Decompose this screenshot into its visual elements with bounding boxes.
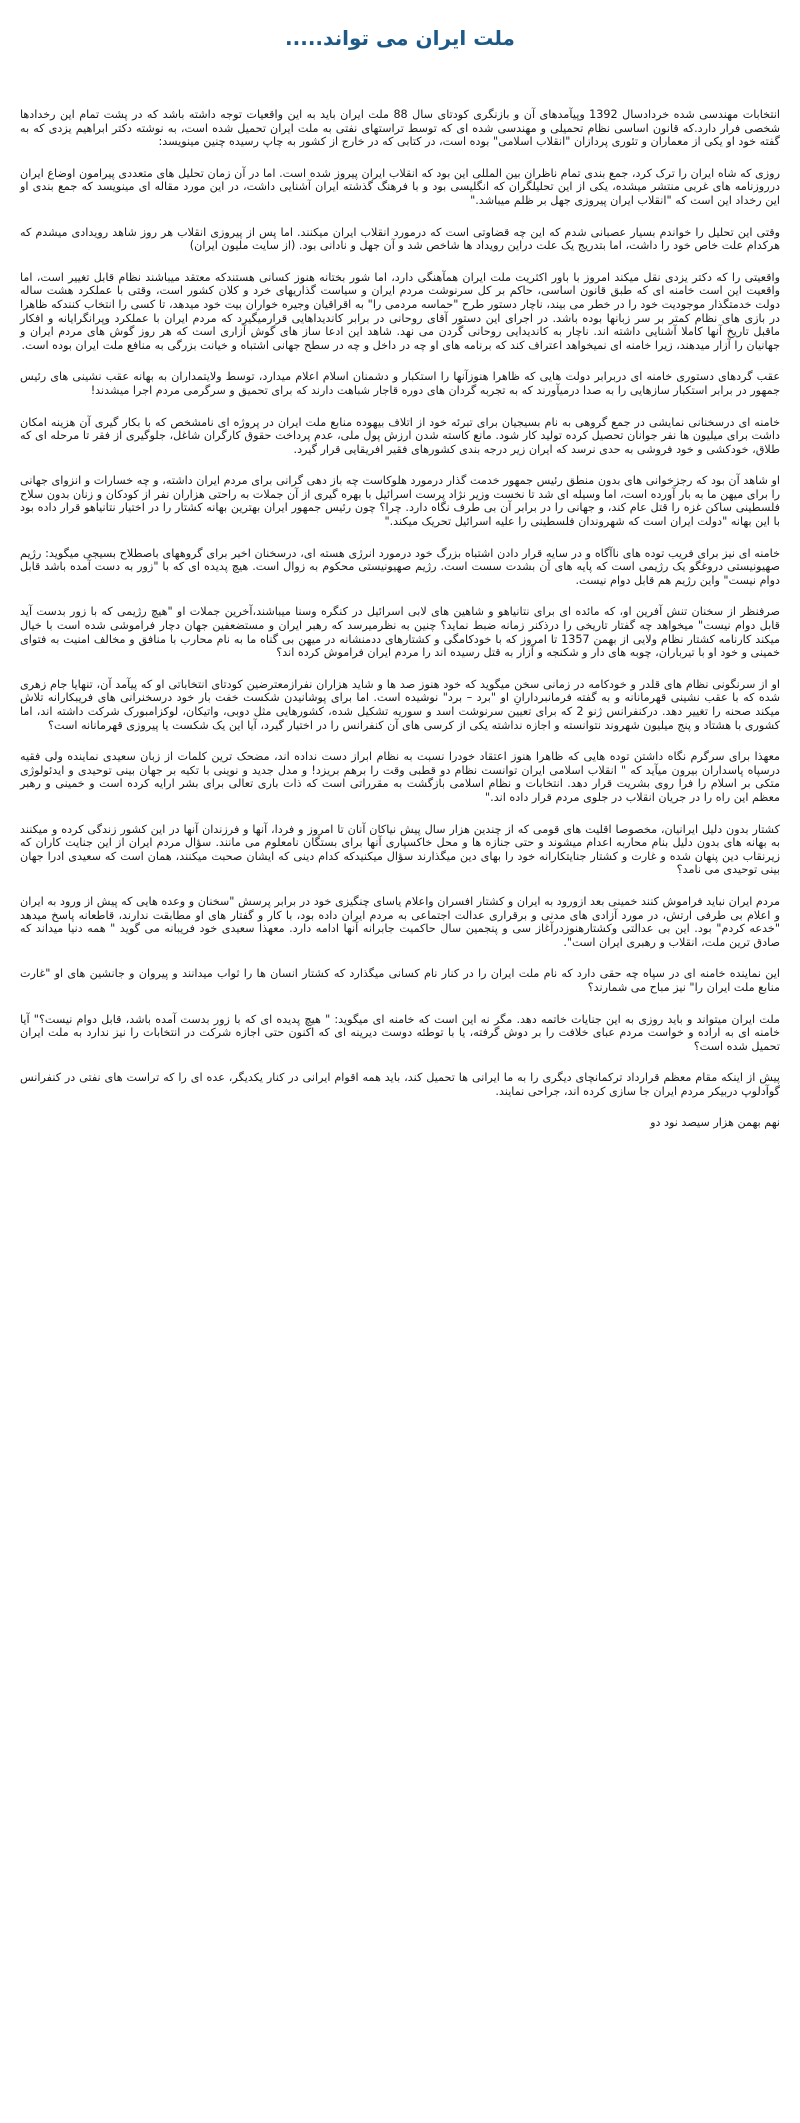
paragraph: او از سرنگونی نظام های قلدر و خودکامه در زمانی سخن میگوید که خود هنوز صد ها و شاید هزاران نفرازمعترضین کودتای انتخاباتی او که پیآمد آن، تنهایا جام زهری شده که با عقب نشینی قهرمانانه و به گفته فرمانبردارانِ او "برد – برد" نوشیده است. اما برای پوشانیدن شکست خفت بار خود درسخنرانی های فریبکارانه تلاش میکند صحنه را تغییر دهد. درکنفرانس ژنو 2 که برای تعیین سرنوشت اسد و سوریه تشکیل شده، کشورهایی مثل دوبی، واتیکان، لوکزامبورک شرکت داشته اند، اما کشوری با هشتاد و پنج میلیون شهروند نتوانسته و اجازه نداشته یکی از کرسی های آن کنفرانس را در اختیار گیرد، آیا این یک شکست یا پیروزی قهرمانانه است؟ [20, 677, 780, 732]
paragraph: او شاهد آن بود که رجزخوانی های بدون منطق رئیس جمهور خدمت گذار درمورد هلوکاست چه باز دهی گرانی برای مردم ایران داشته، و چه خسارات و انزوای جهانی را برای میهن ما به بار آورده است، اما وسیله ای شد تا نخست وزیر نژاد پرست اسرائیل با بهره گیری از آن جملات به راحتی هزاران نفر از کودکان و زنان بدون سلاح فلسطینی ساکن غزه را قتل عام کند، و جهانی را در برابر آن بی طرف نگاه دارد. چرا؟ چون رئیس جمهور ایران بهترین بهانه کشتار را در اختیار نتانیاهو قرار داده بود با این بهانه "دولت ایران است که شهروندان فلسطینی را علیه اسرائیل تحریک میکند." [20, 474, 780, 529]
paragraph: معهذا برای سرگرم نگاه داشتن توده هایی که ظاهرا هنوز اعتقاد خودرا نسبت به نظام ابراز دست نداده اند، مضحک ترین کلمات از زبان سعیدی نماینده ولی فقیه درسپاه پاسداران بیرون میآید که " انقلاب اسلامی ایران توانست نظام دو قطبی وقت را برهم بریزد! و مدل جدید و نوینی با تکیه بر جهان بینی توحیدی و ایدئولوژی متکی بر اسلام را فرا روی بشریت قرار دهد. انتخابات و نظام اسلامی بازگشت به مقرراتی است که ذات باری تعالی برای بشر ارایه کرده است و خمینی و رهبر معظم این راه را در جریان انقلاب در جلوی مردم قرار داده اند." [20, 750, 780, 804]
paragraph: پیش از اینکه مقام معظم قرارداد ترکمانچای دیگری را به ما ایرانی ها تحمیل کند، باید همه اقوام ایرانی در کنار یکدیگر، عده ای را که تراست های نفتی در کنفرانس گوآدلوپ دربیکر مردم ایران جا سازی کرده اند، جراحی نمایند. [20, 1071, 780, 1098]
paragraph: روزی که شاه ایران را ترک کرد، جمع بندی تمام ناظران بین المللی این بود که انقلاب ایران پیروز شده است. اما در آن زمان تحلیل های متعددی پیرامون اوضاع ایران درروزنامه های غربی منتشر میشده، یکی از این تحلیلگران که انگلیسی بود و با فرهنگ گذشته ایران آشنایی داشت، در این مورد مقاله ای مینویسد که جمع بندی او این رخداد این است که "انقلاب ایران پیروزی جهل بر ظلم میباشد." [20, 166, 780, 207]
article-page [0, 24, 800, 1130]
article-body [20, 108, 780, 1098]
paragraph: انتخابات مهندسی شده خردادسال 1392 وپیآمدهای آن و بازنگری کودتای سال 88 ملت ایران باید به این واقعیات توجه داشته باشد که در پشت تمام این رخدادها شخصی فرار دارد.که قانون اساسی نظام تحمیلی و مهندسی شده ای که توسط تراستهای نفتی به ملت ایران تحمیل شده است، به نوشته دکتر ابراهیم یزدی که به گفته خود او یکی از معماران و تئوری پردازان "انقلاب اسلامی" بوده است، در کتابی که در خارج از کشور به چاپ رسیده چنین مینویسد: [20, 108, 780, 149]
paragraph: کشتار بدون دلیل ایرانیان، مخصوصا اقلیت های قومی که از چندین هزار سال پیش نیاکان آنان تا امروز و فردا، آنها و فرزندان آنها در این کشور زندگی کرده و میکنند به بهانه های بدون دلیل بنام محاربه اعدام میشوند و حتی جنازه ها و محل خاکسپاری آنها برای بستگان نامعلوم می مانند. سؤال مردم ایران از این جنایت کاران که زیرنقاب دین پنهان شده و غارت و کشتار جنایتکارانه خود را بهای دین میگذارند سؤال میکنیدکه کدام دینی که ایشان صحبت میکنند، همان است که سعیدی ادرا جهان بینی توحیدی می نامد؟ [20, 822, 780, 877]
paragraph: خامنه ای درسخنانی نمایشی در جمع گروهی به نام بسیجیان برای تبرئه خود از اتلاف بیهوده منابع ملت ایران در پروژه ای نامشخص که با بکار گیری آن هزینه امکان داشت برای میلیون ها نفر جوانان تحصیل کرده تولید کار شود. مانع کاسته شدن ارزش پول ملی، عدم پرداخت حقوق کارگران شاغل، جلوگیری از فقر تا مرحله ای که طلاق، خودکشی و خود فروشی به حدی نرسد که ایران زیر درجه بندی کشورهای فقیر افریقایی قرار گیرد. [20, 415, 780, 456]
paragraph: عقب گردهای دستوری خامنه ای دربرابر دولت هایی که ظاهرا هنوزآنها را استکبار و دشمنان اسلام اعلام میدارد، توسط ولایتمداران به بهانه عقب نشینی های رئیس جمهور در برابر استکبار سازهایی را به صدا درمیآورند که به تجربه گردان های دوره قاجار شباهت دارند که برای تحمیق و سرگرمی مردم اجرا میشدند! [20, 370, 780, 397]
paragraph: ملت ایران میتواند و باید روزی به این جنایات خاتمه دهد. مگر نه این است که خامنه ای میگوید: " هیچ پدیده ای که با زور بدست آمده باشد، قابل دوام نیست؟" آیا خامنه ای به اراده و خواست مردم عبای خلافت را بر دوش گرفته، یا با توطئه دوست دیرینه ای که اکنون حتی اجازه شرکت در انتخابات را نیز ندارد به ملت ایران تحمیل شده است؟ [20, 1012, 780, 1053]
paragraph: این نماینده خامنه ای در سپاه چه حقی دارد که نام ملت ایران را در کنار نام کسانی میگذارد که کشتار انسان ها را ثواب میدانند و پیروان و جانشین های او "غارت منابع ملت ایران را" نیز مباح می شمارند؟ [20, 967, 780, 994]
paragraph: مردم ایران نباید فراموش کنند خمینی بعد ازورود به ایران و کشتار افسران واعلام یاسای چنگیزی خود در برابر پرسش "سخنان و وعده هایی که پیش از ورود به ایران و اعلام بی طرفی ارتش، در مورد آزادی های مدنی و برقراری عدالت اجتماعی به مردم ایران داده بود، با کار و گفتار های او مطابقت ندارند، قاطعانه پاسخ میدهد "خدعه کردم" بود. این بی عدالتی وکشتارهنوزدرآغاز سی و پنجمین سال حاکمیت جابرانه آنها ادامه دارد. معهذا سعیدی خود فریبانه می گوید " همه دنیا میداند که صادق ترین ملت، انقلاب و رهبری ایران است". [20, 894, 780, 949]
paragraph: وقتی این تحلیل را خواندم بسیار عصبانی شدم که این چه قضاوتی است که درمورد انقلاب ایران میکنند. اما پس از پیروزی انقلاب هر روز شاهد رویدادی میشدم که هرکدام علت خاص خود را داشت، اما بتدریج یک علت دراین رویداد ها شاخص شد و آن جهل و نادانی بود. (از سایت ملیون ایران) [20, 225, 780, 253]
paragraph: خامنه ای نیز برای فریب توده های ناآگاه و در سایه قرار دادن اشتباه بزرگ خود درمورد انرژی هسته ای، درسخنان اخیر برای گروههای باصطلاح بسیجی میگوید: رژیم صهیونیستی دروغگو یک رژیمی است که پایه های آن بشدت سست است. رژیم صهیونیستی محکوم به زوال است. هیچ پدیده ای که با "زور به دست آمده باشد قابل دوام نیست" واین رژیم هم قابل دوام نیست. [20, 546, 780, 587]
article-date-signoff: نهم بهمن هزار سیصد نود دو [650, 1116, 780, 1130]
article-title: ملت ایران می تواند..... [285, 26, 515, 50]
paragraph: صرفنظر از سخنان تنش آفرین او، که مائده ای برای نتانیاهو و شاهین های لابی اسرائیل در کنگره وسنا میباشند،آخرین جملات او "هیچ رژیمی که با زور بدست آید قابل دوام نیست" میخواهد چه گفتار تاریخی را درذکنر زمانه ضبط نماید؟ چنین به نظرمیرسد که رهبر ایران و مستضعفین جهان دچار فراموشی شده است با خیال میکند کارنامه کشتار نظام ولایی از بهمن 1357 تا امروز که با خودکامگی و کشتارهای ددمنشانه در میهن بی گناه ما به نام محارب با منافق و مخالف امنیت به فتوای خمینی و خود او با تیرباران، چوبه های دار و شکنجه و آزار به قتل رسیده اند را مردم ایران فراموش کرده اند؟ [20, 605, 780, 660]
paragraph: واقعیتی را که دکتر یزدی نقل میکند امروز با باور اکثریت ملت ایران همآهنگی دارد، اما شور بختانه هنوز کسانی هستندکه معتقد میباشند نظام قابل تغییر است، اما واقعیت این است خامنه ای که طبق قانون اساسی، حاکم بر کل سرنوشت مردم ایران و سیاست گذاریهای خرد و کلان کشور است، وقتی با عملکرد هشت ساله دولت خدمتگذار موجودیت خود را در خطر می بیند، ناچار دستور طرح "حماسه مردمی را" به اقراقیان وجیره خواران بیت خود میدهد، تا کسی را انتخاب کنندکه ظاهرا در بازی های نظام کمتر بر سر زبانها بوده باشد. در اجرای این دستور آقای روحانی در برابر کاندیداهایی قرارمیگیرد که مردم ایران با عملکرد وپرانگرایانه و افکار ماقبل تاریخ آنها کاملا آشنایی داشته اند. ناچار به کاندیدایی روحانی گردن می نهد. شاهد این ادعا ساز های گوش آزاری است که هر روز گوش های مردم ایران و جهانیان را آزار میدهند، زیرا خامنه ای نمیخواهد اعتراف کند که برنامه های او چه در داخل و چه در سطح جهانی اشتباه و خیانت بزرگی به منافع ملت ایران بوده است. [20, 270, 780, 352]
